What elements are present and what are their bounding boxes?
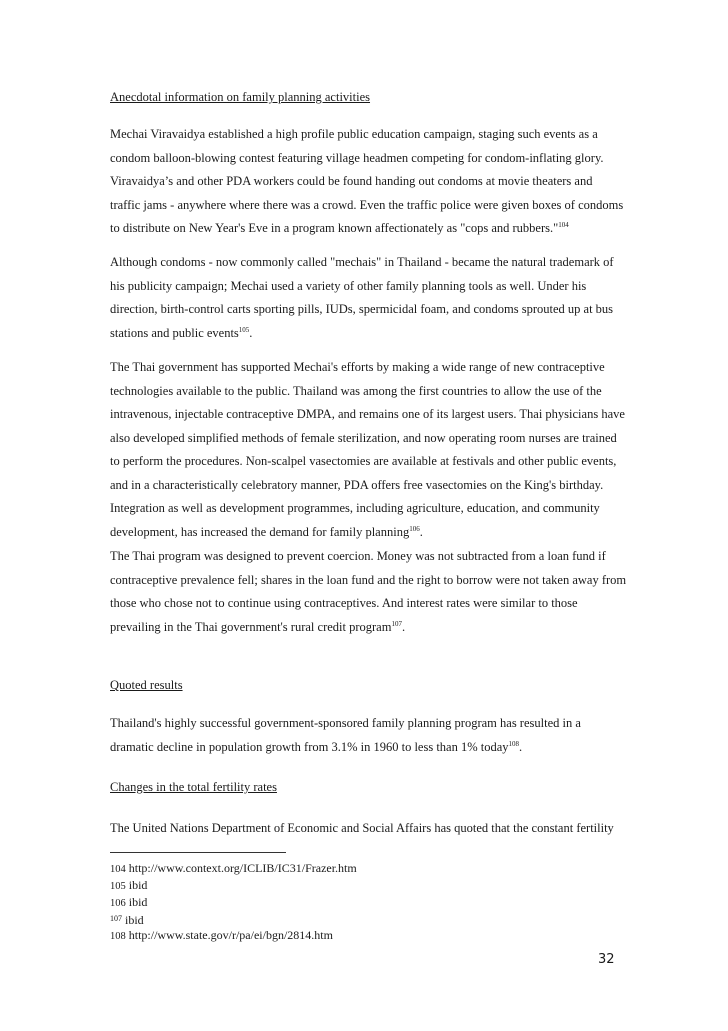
paragraph-condoms-mechais — [110, 251, 622, 345]
footnote-ref-107: 107 — [391, 619, 402, 628]
footnote-107: $^{107}$ ibid — [110, 913, 144, 927]
text-line: intravenous, injectable contraceptive DMPA, and remains one of its largest users. Thai physicians have — [110, 407, 625, 421]
footnote-106: 106 ibid — [110, 895, 148, 909]
text-line: stations and public events$^{105}$. — [110, 325, 253, 340]
section-heading-anecdotal: Anecdotal information on family planning activities — [110, 90, 371, 104]
section-heading-quoted-results: Quoted results — [110, 678, 183, 692]
text-line: technologies available to the public. Thailand was among the first countries to allow the use of the — [110, 383, 602, 398]
text-line: development, has increased the demand for family planning$^{106}$. — [110, 524, 423, 539]
text-line: Although condoms - now commonly called "mechais" in Thailand - became the natural trademark of — [110, 255, 614, 269]
text-line: The Thai program was designed to prevent coercion. Money was not subtracted from a loan fund if — [110, 549, 606, 563]
text-line: Mechai Viravaidya established a high profile public education campaign, staging such events as a — [110, 127, 598, 141]
text-line: contraceptive prevalence fell; shares in the loan fund and the right to borrow were not taken away from — [110, 572, 627, 587]
footnote-ref-106: 106 — [409, 524, 420, 533]
text-line: to perform the procedures. Non-scalpel vasectomies are available at festivals and other public events, — [110, 454, 617, 468]
text-line: direction, birth-control carts sporting pills, IUDs, spermicidal foam, and condoms sprouted up at bus — [110, 302, 614, 316]
footnote-ref-108: 108 — [508, 739, 520, 748]
text-line: and in a characteristically celebratory manner, PDA offers free vasectomies on the King's birthday. — [110, 477, 604, 492]
footnote-105: 105 ibid — [110, 878, 148, 892]
paragraph-thai-government — [110, 356, 625, 544]
text-line: also developed simplified methods of female sterilization, and now operating room nurses are trained — [110, 430, 617, 445]
text-line: dramatic decline in population growth from 3.1% in 1960 to less than 1% today$^{108}$. — [110, 739, 523, 754]
paragraph-mechai-campaign — [110, 123, 622, 241]
text-line: prevailing in the Thai government's rural credit program$^{107}$. — [110, 619, 406, 634]
section-heading-fertility-rates: Changes in the total fertility rates — [110, 780, 277, 794]
footnote-ref-104: 104 — [558, 221, 569, 229]
text-line: Viravaidya’s and other PDA workers could be found handing out condoms at movie theaters and — [110, 174, 593, 188]
footnote-ref-105: 105 — [238, 325, 250, 334]
text-line: to distribute on New Year's Eve in a program known affectionately as "cops and rubbers."$^{104}$ — [110, 221, 569, 235]
text-line: those who chose not to continue using contraceptives. And interest rates were similar to those — [110, 596, 578, 610]
text-line: The United Nations Department of Economic and Social Affairs has quoted that the constant fertility — [110, 821, 614, 835]
text-line: condom balloon-blowing contest featuring village headmen competing for condom-inflating glory. — [110, 150, 604, 165]
paragraph-coercion — [110, 545, 627, 639]
footnote-separator — [110, 852, 286, 853]
footnote-104: 104 http://www.context.org/ICLIB/IC31/Frazer.htm — [110, 861, 357, 875]
text-line: Integration as well as development programmes, including agriculture, education, and community — [110, 501, 600, 515]
paragraph-un-department — [110, 817, 622, 841]
paragraph-population-growth — [110, 712, 622, 759]
text-line: his publicity campaign; Mechai used a variety of other family planning tools as well. Under his — [110, 278, 587, 293]
text-line: traffic jams - anywhere where there was a crowd. Even the traffic police were given boxes of condoms — [110, 197, 624, 212]
text-line: Thailand's highly successful government-sponsored family planning program has resulted in a — [110, 716, 581, 730]
text-line: The Thai government has supported Mechai's efforts by making a wide range of new contraceptive — [110, 360, 605, 374]
page-number: 32 — [598, 952, 615, 967]
footnote-108: 108 http://www.state.gov/r/pa/ei/bgn/2814.htm — [110, 928, 333, 942]
